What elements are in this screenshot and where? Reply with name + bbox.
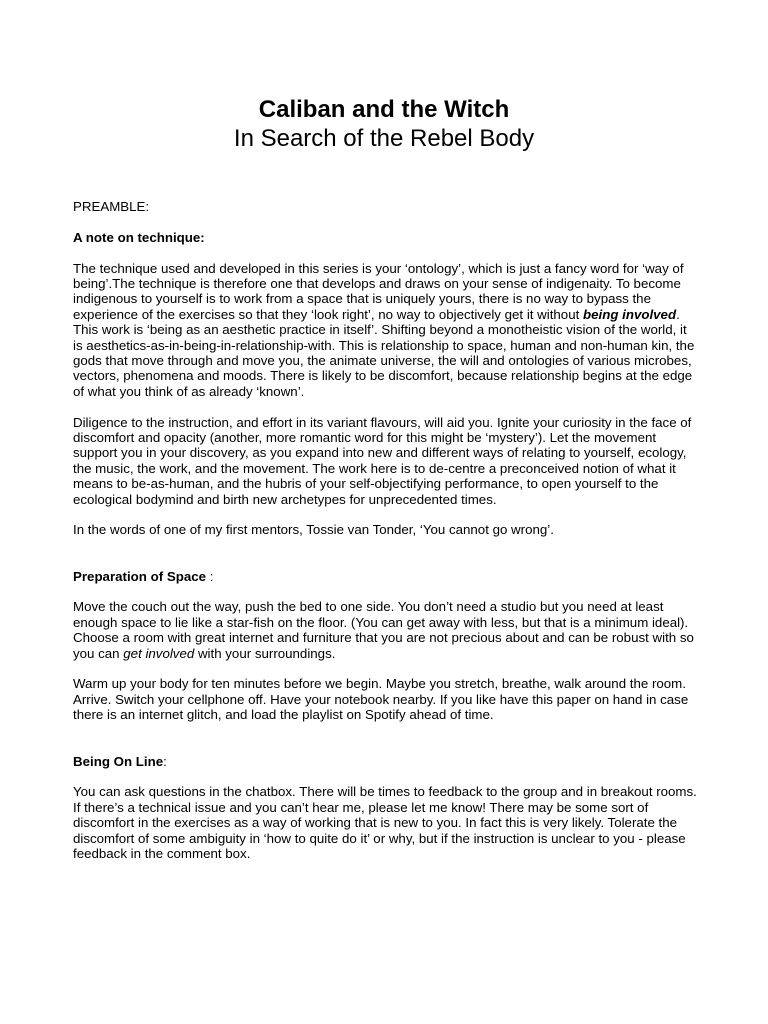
space-p1-emphasis: get involved: [123, 645, 195, 661]
online-paragraph-1: You can ask questions in the chatbox. There will be times to feedback to the group and in breakout rooms. If there’s a technical issue and you can’t hear me, please let me know! There may be some sort of discomfort in the exercises as a way of working that is new to you. In fact this is very likely. Tolerate the discomfort of some ambiguity in ‘how to quite do it’ or why, but if the instruction is unclear to you - please feedback in the comment box.: [73, 784, 697, 861]
online-heading: [73, 754, 698, 769]
document-subtitle: In Search of the Rebel Body: [233, 125, 535, 152]
space-heading-text: Preparation of Space: [73, 568, 207, 584]
document-body: [73, 199, 698, 861]
online-heading-suffix: :: [163, 753, 167, 769]
online-heading-text: Being On Line: [73, 753, 164, 769]
technique-p1-emphasis: being involved: [582, 306, 677, 322]
technique-p1-text-a: The technique used and developed in this series is your ‘ontology’, which is just a fancy word for ‘way of being’.The technique is therefore one that develops and draws on your sense of indigenaity. To become indigenous to yourself is to work from a space that is uniquely yours, there is no way to bypass the experience of the exercises so that they ‘look right’, no way to objectively get it without: [73, 260, 684, 322]
preamble-label: PREAMBLE:: [73, 199, 150, 214]
space-p1-text-b: with your surroundings.: [194, 645, 336, 661]
space-heading-suffix: :: [206, 568, 214, 584]
document-title: Caliban and the Witch: [258, 96, 510, 123]
space-heading: [73, 569, 698, 584]
space-paragraph-1: [73, 599, 698, 661]
technique-paragraph-2: Diligence to the instruction, and effort in its variant flavours, will aid you. Ignite your curiosity in the face of discomfort and opacity (another, more romantic word for this might be ‘mystery’). Let the movement support you in your discovery, as you expand into new and different ways of relating to yourself, ecology, the music, the work, and the movement. The work here is to de-centre a preconceived notion of what it means to be-as-human, and the hubris of your self-objectifying performance, to open yourself to the ecological bodymind and birth new archetypes for unprecedented times.: [73, 414, 692, 507]
space-paragraph-2: Warm up your body for ten minutes before we begin. Maybe you stretch, breathe, walk around the room. Arrive. Switch your cellphone off. Have your notebook nearby. If you like have this paper on hand in case there is an internet glitch, and load the playlist on Spotify ahead of time.: [73, 676, 689, 723]
technique-paragraph-3: In the words of one of my first mentors, Tossie van Tonder, ‘You cannot go wrong’.: [73, 522, 554, 538]
technique-p1-text-b: . This work is ‘being as an aesthetic practice in itself’. Shifting beyond a monotheistic vision of the world, it is aesthetics-as-in-being-in-relationship-with. This is relationship to space, human and non-human kin, the gods that move through and move you, the animate universe, the will and ontologies of various microbes, vectors, phenomena and moods. There is likely to be discomfort, because relationship begins at the edge of what you think of as already ‘known’.: [73, 306, 695, 399]
space-p1-text-a: Move the couch out the way, push the bed to one side. You don’t need a studio but you need at least enough space to lie like a star-fish on the floor. (You can get away with less, but that is a minimum ideal). Choose a room with great internet and furniture that you are not precious about and can be robust with so you can: [73, 599, 694, 661]
technique-heading: A note on technique:: [73, 229, 205, 245]
technique-paragraph-1: [73, 261, 698, 400]
